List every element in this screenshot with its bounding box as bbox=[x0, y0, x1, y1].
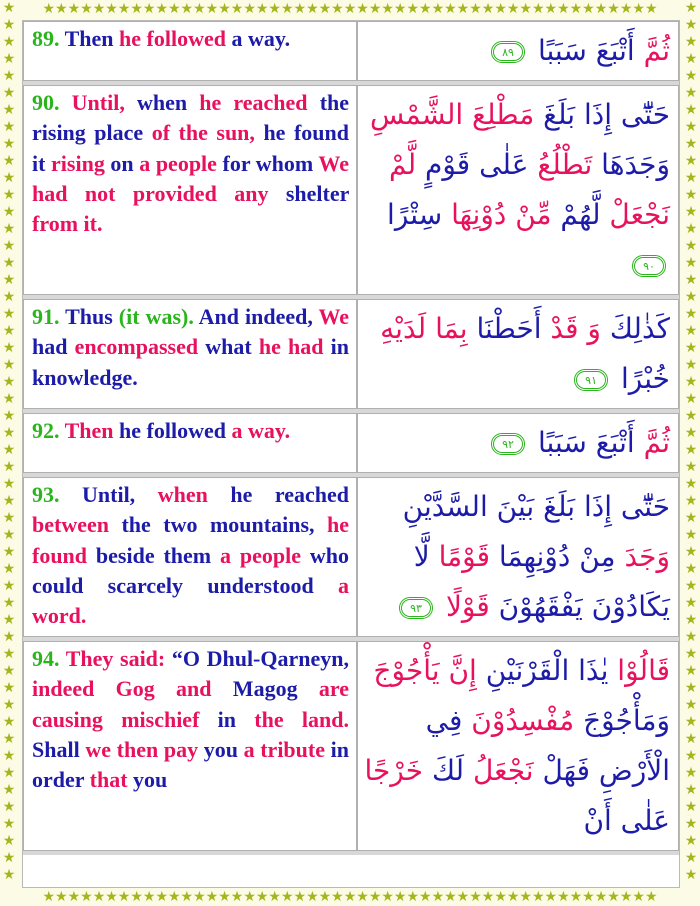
translation-segment: Until, bbox=[59, 90, 125, 115]
star-border-bottom: ★★★★★★★★★★★★★★★★★★★★★★★★★★★★★★★★★★★★★★★★★★★★★★★★★ bbox=[42, 889, 658, 905]
arabic-segment: يٰذَا الْقَرْنَيْنِ bbox=[476, 654, 609, 687]
english-translation-cell bbox=[23, 477, 357, 637]
translation-segment: shelter bbox=[268, 180, 349, 206]
verse-number: 90. bbox=[32, 90, 60, 115]
arabic-segment: فَهَلْ bbox=[533, 754, 590, 787]
translation-segment: (it was). bbox=[112, 304, 194, 329]
verse-number: 89. bbox=[32, 26, 60, 51]
translation-segment: the rising place bbox=[32, 90, 350, 146]
arabic-segment: سِتْرًا bbox=[387, 198, 443, 231]
arabic-segment: حَتّٰٓى bbox=[612, 98, 670, 131]
arabic-text-cell bbox=[357, 413, 679, 473]
translation-segment: had bbox=[32, 334, 68, 360]
translation-segment: a people bbox=[211, 542, 301, 568]
translation-segment: a tribute bbox=[237, 736, 325, 762]
arabic-segment: عَلٰى قَوْمٍ bbox=[416, 148, 529, 181]
arabic-segment: وَمَأْجُوْجَ bbox=[574, 704, 670, 737]
arabic-segment: وَ قَدْ bbox=[541, 312, 601, 345]
translation-segment: the land. bbox=[236, 706, 349, 732]
translation-segment: in knowledge. bbox=[32, 334, 349, 390]
verse-number: 91. bbox=[32, 304, 60, 329]
verse-row bbox=[23, 413, 679, 477]
arabic-segment: حَتّٰٓى bbox=[612, 490, 670, 523]
translation-segment: he bbox=[113, 26, 142, 51]
translation-segment: he bbox=[187, 90, 222, 115]
ayah-marker-icon: ٩٣ bbox=[399, 597, 433, 619]
translation-segment: he found it bbox=[32, 120, 349, 176]
arabic-text-cell bbox=[357, 21, 679, 81]
translation-segment: in bbox=[199, 706, 237, 732]
verse-row bbox=[23, 477, 679, 641]
translation-segment: beside them bbox=[87, 542, 212, 568]
arabic-segment: لَّا يَكَادُوْنَ bbox=[413, 540, 670, 623]
star-border-left: ★★★★★★★★★★★★★★★★★★★★★★★★★★★★★★★★★★★★★★★★★★★★★★★★★★★★ bbox=[2, 0, 16, 883]
verse-table bbox=[22, 20, 680, 888]
arabic-segment: يَفْقَهُوْنَ bbox=[489, 590, 583, 623]
arabic-segment: إِذَا بَلَغَ bbox=[534, 490, 612, 523]
english-translation-cell bbox=[23, 21, 357, 81]
arabic-segment: مِّنْ دُوْنِهَا bbox=[442, 198, 552, 231]
arabic-text-cell bbox=[357, 85, 679, 295]
translation-segment: And indeed, bbox=[193, 304, 313, 329]
translation-segment: pay bbox=[158, 736, 199, 762]
translation-segment: reached bbox=[221, 90, 308, 115]
arabic-segment: لَكَ bbox=[423, 754, 465, 787]
ayah-marker-icon: ٩٢ bbox=[491, 433, 525, 455]
translation-segment: Thus bbox=[59, 304, 113, 329]
arabic-text-cell bbox=[357, 477, 679, 637]
arabic-segment: إِذَا بَلَغَ bbox=[534, 98, 612, 131]
arabic-segment: كَذٰلِكَ bbox=[600, 312, 670, 345]
translation-segment: you bbox=[127, 767, 168, 793]
english-translation-cell bbox=[23, 299, 357, 409]
arabic-segment: عَلٰى أَنْ bbox=[583, 804, 670, 837]
ayah-marker-icon: ٨٩ bbox=[491, 41, 525, 63]
verse-number: 93. bbox=[32, 482, 60, 507]
verse-number: 92. bbox=[32, 418, 60, 443]
english-translation-cell bbox=[23, 413, 357, 473]
english-translation-cell bbox=[23, 85, 357, 295]
arabic-text-cell bbox=[357, 641, 679, 851]
translation-segment: of the sun, bbox=[143, 120, 255, 146]
translation-segment: are causing bbox=[32, 676, 349, 732]
arabic-segment: بِمَا لَدَيْهِ bbox=[380, 312, 468, 345]
translation-segment: rising bbox=[45, 150, 105, 176]
arabic-segment: تَطْلُعُ bbox=[528, 148, 593, 181]
translation-segment: when bbox=[124, 90, 188, 115]
star-border-right: ★★★★★★★★★★★★★★★★★★★★★★★★★★★★★★★★★★★★★★★★★★★★★★★★★★★★ bbox=[684, 0, 698, 883]
translation-segment: had not provided any bbox=[32, 180, 269, 206]
arabic-segment: إِنَّ يَأْجُوْجَ bbox=[373, 654, 477, 687]
translation-segment: you bbox=[198, 736, 238, 762]
verse-number: 94. bbox=[32, 646, 60, 671]
translation-segment: a people bbox=[133, 150, 217, 176]
translation-segment: who could scarcely understood bbox=[32, 542, 349, 598]
translation-segment: We bbox=[312, 304, 350, 329]
translation-segment: from it. bbox=[32, 211, 103, 237]
translation-segment: “O Dhul-Qarneyn, bbox=[165, 646, 349, 671]
translation-segment: when bbox=[135, 482, 208, 507]
verse-row bbox=[23, 85, 679, 299]
arabic-segment: خُبْرًا bbox=[621, 362, 670, 395]
arabic-text-cell bbox=[357, 299, 679, 409]
arabic-segment: مُفْسِدُوْنَ bbox=[462, 704, 575, 737]
translation-segment: They said: bbox=[59, 646, 166, 671]
translation-segment: on bbox=[104, 150, 134, 176]
arabic-segment: قَوْلًا bbox=[445, 590, 490, 623]
arabic-segment: قَالُوْا bbox=[608, 654, 670, 687]
translation-segment: what bbox=[198, 334, 252, 360]
arabic-segment: أَتْبَعَ سَبَبًا bbox=[537, 426, 635, 459]
translation-segment: the two mountains, bbox=[108, 512, 315, 538]
translation-segment: he reached bbox=[207, 482, 349, 507]
translation-segment: Then bbox=[59, 26, 114, 51]
verse-row bbox=[23, 641, 679, 855]
translation-segment: in order bbox=[32, 736, 349, 793]
arabic-segment: أَحَطْنَا bbox=[467, 312, 542, 345]
translation-segment: indeed Gog bbox=[32, 676, 155, 702]
arabic-segment: لَّهُمْ bbox=[551, 198, 601, 231]
translation-segment: he found bbox=[32, 512, 349, 568]
arabic-segment: مِنْ دُوْنِهِمَا bbox=[490, 540, 616, 573]
translation-segment: Until, bbox=[59, 482, 136, 507]
translation-segment: Shall bbox=[32, 736, 80, 762]
translation-segment: encompassed bbox=[67, 334, 199, 360]
translation-segment: a way. bbox=[225, 26, 291, 51]
translation-segment: that bbox=[84, 767, 128, 793]
arabic-segment: وَجَدَ bbox=[615, 540, 670, 573]
arabic-segment: بَيْنَ السَّدَّيْنِ bbox=[402, 490, 535, 523]
translation-segment: we then bbox=[79, 736, 159, 762]
translation-segment: followed bbox=[141, 26, 226, 51]
arabic-segment: لَّمْ نَجْعَلْ bbox=[388, 148, 670, 231]
ayah-marker-icon: ٩١ bbox=[574, 369, 608, 391]
translation-segment: he followed bbox=[113, 418, 226, 443]
ayah-marker-icon: ٩٠ bbox=[632, 255, 666, 277]
translation-segment: and bbox=[154, 676, 212, 702]
star-border-top: ★★★★★★★★★★★★★★★★★★★★★★★★★★★★★★★★★★★★★★★★★★★★★★★★★ bbox=[42, 1, 658, 17]
translation-segment: for whom bbox=[216, 150, 314, 176]
arabic-segment: فِي الْأَرْضِ bbox=[425, 704, 670, 787]
translation-segment: he had bbox=[251, 334, 324, 360]
translation-segment: We bbox=[313, 150, 349, 176]
arabic-segment: وَجَدَهَا bbox=[592, 148, 670, 181]
arabic-segment: قَوْمًا bbox=[429, 540, 491, 573]
translation-segment: a way. bbox=[225, 418, 291, 443]
verse-row bbox=[23, 21, 679, 85]
arabic-segment: نَجْعَلُ bbox=[464, 754, 534, 787]
arabic-segment: خَرْجًا bbox=[364, 754, 424, 787]
arabic-segment: ثُمَّ bbox=[634, 34, 670, 67]
arabic-segment: ثُمَّ bbox=[634, 426, 670, 459]
verse-row bbox=[23, 299, 679, 413]
translation-segment: mischief bbox=[102, 706, 200, 732]
translation-segment: a word. bbox=[32, 572, 350, 629]
arabic-segment: مَطْلِعَ الشَّمْسِ bbox=[369, 98, 535, 131]
translation-segment: Magog bbox=[211, 676, 298, 702]
arabic-segment: أَتْبَعَ سَبَبًا bbox=[537, 34, 635, 67]
translation-segment: Then bbox=[59, 418, 114, 443]
english-translation-cell bbox=[23, 641, 357, 851]
translation-segment: between bbox=[32, 512, 109, 538]
